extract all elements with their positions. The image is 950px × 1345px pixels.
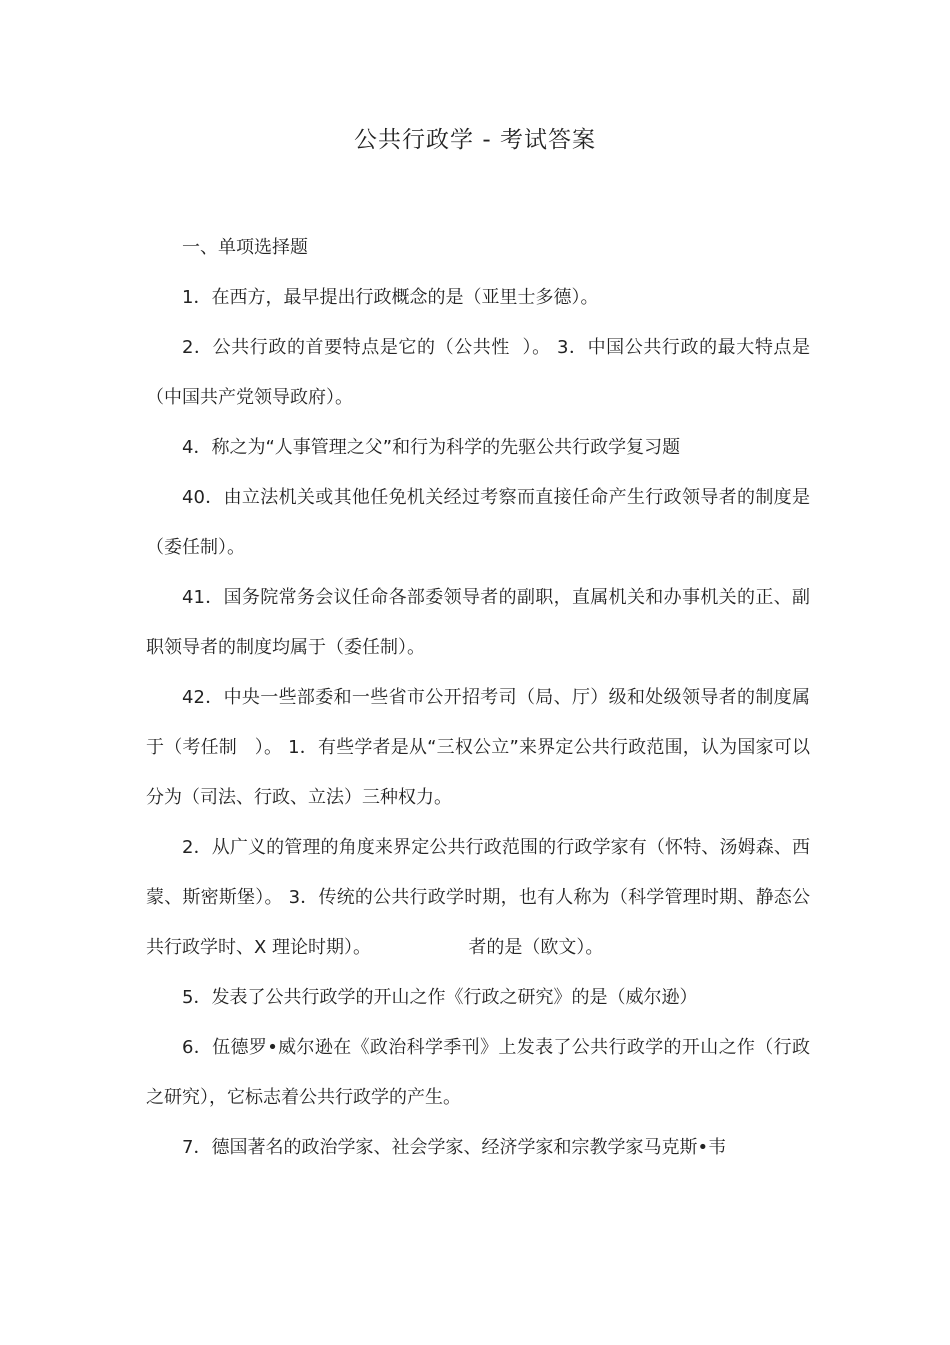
question-paragraph: 42．中央一些部委和一些省市公开招考司（局、厅）级和处级领导者的制度属于（考任制 ）。 1．有些学者是从“三权公立”来界定公共行政范围，认为国家可以分为（司法、行政、立法）三种权力。 <box>146 687 810 808</box>
question-paragraph: 7．德国著名的政治学家、社会学家、经济学家和宗教学家马克斯•韦 <box>182 1137 727 1158</box>
document-title: 公共行政学 - 考试答案 <box>354 127 596 153</box>
question-paragraph: 2．公共行政的首要特点是它的（公共性 ）。 3．中国公共行政的最大特点是（中国共产党领导政府）。 <box>146 337 810 408</box>
document-body <box>146 223 810 1173</box>
question-paragraph: 5．发表了公共行政学的开山之作《行政之研究》的是（威尔逊） <box>182 987 698 1008</box>
question-paragraph: 41．国务院常务会议任命各部委领导者的副职，直属机关和办事机关的正、副职领导者的制度均属于（委任制）。 <box>146 587 810 658</box>
question-paragraph: 40．由立法机关或其他任免机关经过考察而直接任命产生行政领导者的制度是（委任制）。 <box>146 487 810 558</box>
question-paragraph: 1．在西方，最早提出行政概念的是（亚里士多德）。 <box>182 287 599 308</box>
section-heading: 一、单项选择题 <box>182 237 308 258</box>
question-paragraph: 6．伍德罗•威尔逊在《政治科学季刊》上发表了公共行政学的开山之作（行政之研究），它标志着公共行政学的产生。 <box>146 1037 810 1108</box>
question-paragraph: 2．从广义的管理的角度来界定公共行政范围的行政学家有（怀特、汤姆森、西蒙、斯密斯堡）。 3．传统的公共行政学时期，也有人称为（科学管理时期、静态公共行政学时、X 理论时期）。 者的是（欧文）。 <box>146 837 810 958</box>
question-paragraph: 4．称之为“人事管理之父”和行为科学的先驱公共行政学复习题 <box>182 437 681 458</box>
